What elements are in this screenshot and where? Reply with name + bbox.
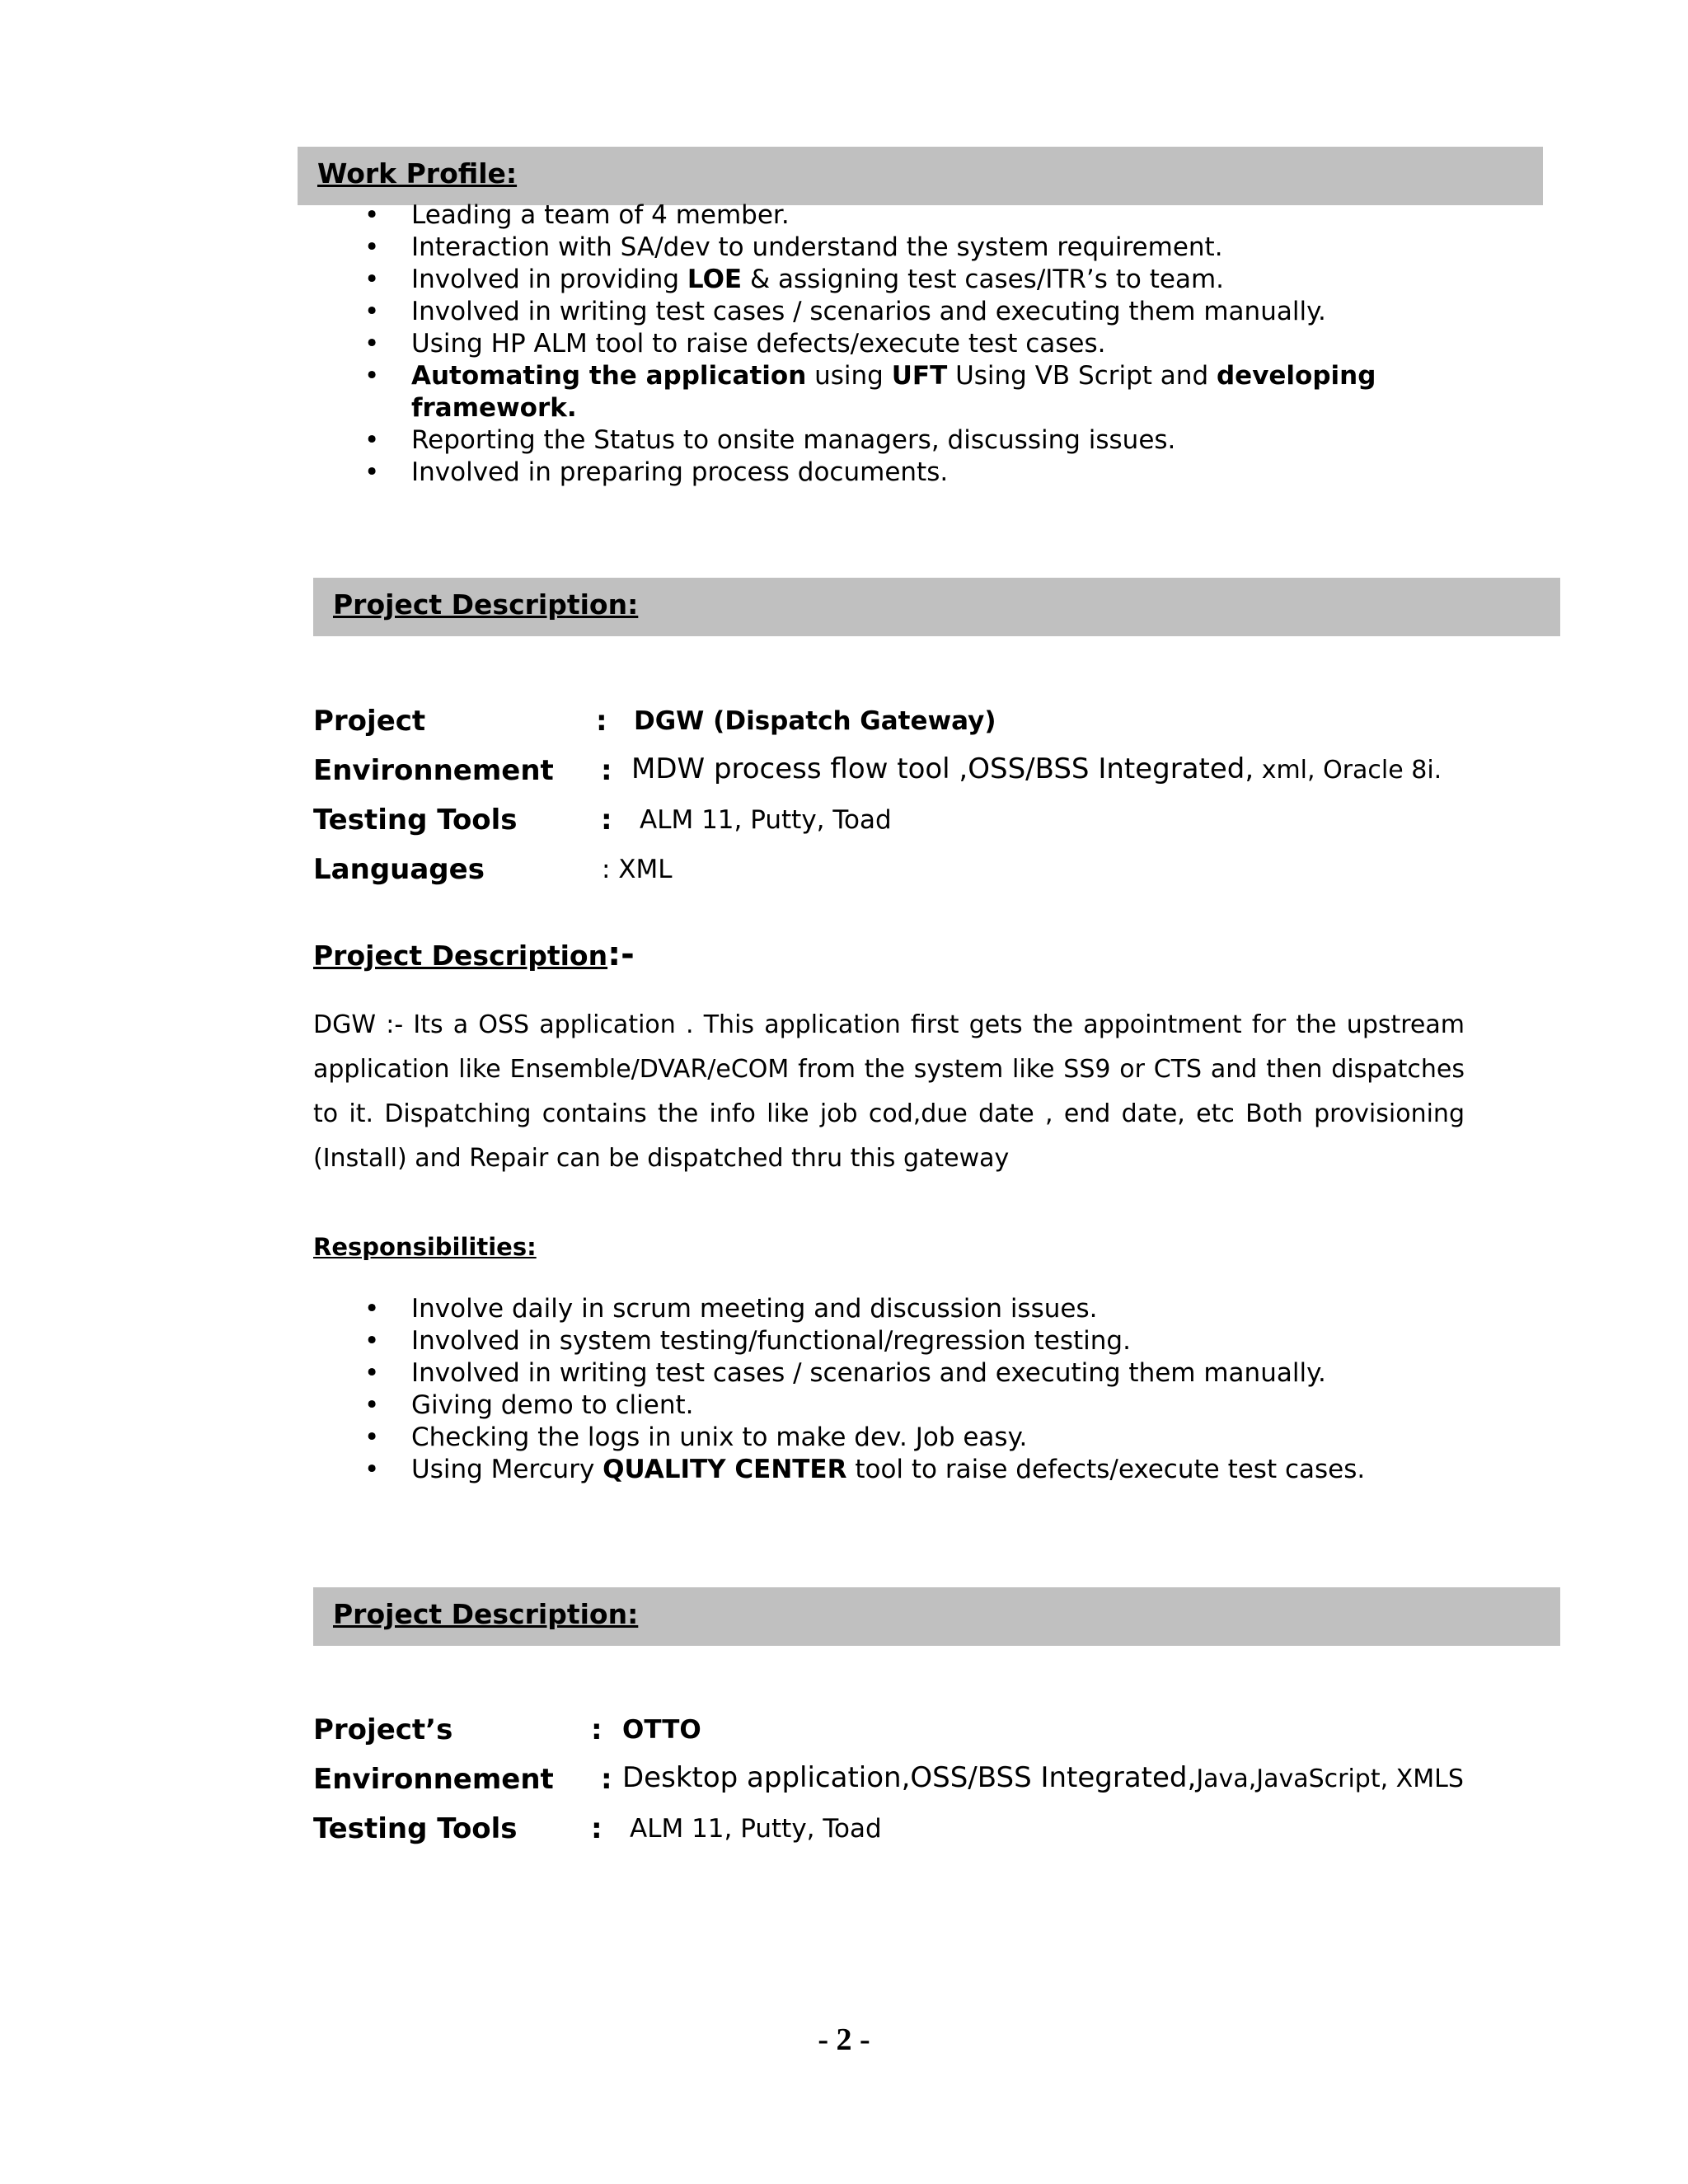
list-item: • Involved in providing LOE & assigning test cases/ITR’s to team. bbox=[364, 265, 1224, 294]
field-colon: : bbox=[591, 1812, 603, 1845]
field-colon: : bbox=[591, 1713, 603, 1746]
list-item: • Checking the logs in unix to make dev. Job easy. bbox=[364, 1422, 1028, 1452]
work-profile-title: Work Profile: bbox=[317, 157, 518, 190]
list-item: • Involved in writing test cases / scenarios and executing them manually. bbox=[364, 297, 1326, 326]
project-description-text: DGW :- Its a OSS application . This application first gets the appointment for the upstream application like Ensemble/DVAR/eCOM from the system like SS9 or CTS and then dispatches to it. Dispatching contains the info like job cod,due date , end date, etc Both provisioning (Install) and Repair can be dispatched thru this gateway bbox=[313, 1010, 1465, 1173]
list-item: • Involved in preparing process documents. bbox=[364, 457, 949, 487]
field-value-projects: OTTO bbox=[622, 1715, 701, 1745]
project-description-title: Project Description: bbox=[333, 588, 639, 621]
field-label-environnement: Environnement bbox=[313, 754, 554, 787]
list-item: • Involved in system testing/functional/regression testing. bbox=[364, 1326, 1131, 1356]
field-label-testing-tools: Testing Tools bbox=[313, 1812, 518, 1845]
field-colon: : bbox=[601, 754, 612, 787]
field-value-testing-tools: ALM 11, Putty, Toad bbox=[640, 805, 892, 835]
list-item: • Giving demo to client. bbox=[364, 1390, 694, 1420]
field-label-projects: Project’s bbox=[313, 1713, 453, 1746]
work-profile-list bbox=[364, 199, 1450, 489]
list-item: • Involved in writing test cases / scenarios and executing them manually. bbox=[364, 1358, 1326, 1388]
list-item: • Leading a team of 4 member. bbox=[364, 200, 790, 230]
field-label-environnement: Environnement bbox=[313, 1763, 554, 1796]
list-item: • Interaction with SA/dev to understand the system requirement. bbox=[364, 232, 1223, 262]
field-value-environnement: Desktop application,OSS/BSS Integrated,Java,JavaScript, XMLS bbox=[622, 1761, 1464, 1794]
field-value-project: DGW (Dispatch Gateway) bbox=[634, 706, 996, 736]
project-description-title: Project Description: bbox=[333, 1598, 639, 1630]
field-colon: : bbox=[596, 705, 607, 738]
field-value-languages: : XML bbox=[602, 855, 673, 884]
list-item: • Using HP ALM tool to raise defects/execute test cases. bbox=[364, 329, 1106, 359]
page-number: - 2 - bbox=[818, 2022, 870, 2057]
field-label-testing-tools: Testing Tools bbox=[313, 804, 518, 837]
responsibilities-list bbox=[364, 1293, 1483, 1486]
list-item: • Involve daily in scrum meeting and discussion issues. bbox=[364, 1294, 1098, 1324]
field-colon: : bbox=[601, 804, 612, 837]
project-description-heading: Project Description:- bbox=[313, 935, 635, 973]
field-value-testing-tools: ALM 11, Putty, Toad bbox=[630, 1814, 882, 1844]
field-label-languages: Languages bbox=[313, 853, 485, 886]
field-label-project: Project bbox=[313, 705, 426, 738]
list-item: • Using Mercury QUALITY CENTER tool to raise defects/execute test cases. bbox=[364, 1455, 1366, 1484]
field-colon: : bbox=[601, 1763, 612, 1796]
field-value-environnement: MDW process flow tool ,OSS/BSS Integrated, xml, Oracle 8i. bbox=[631, 752, 1442, 785]
list-item: • Reporting the Status to onsite managers, discussing issues. bbox=[364, 425, 1176, 455]
list-item: • Automating the application using UFT Using VB Script and developing framework. bbox=[364, 361, 1376, 423]
responsibilities-heading: Responsibilities: bbox=[313, 1233, 537, 1261]
